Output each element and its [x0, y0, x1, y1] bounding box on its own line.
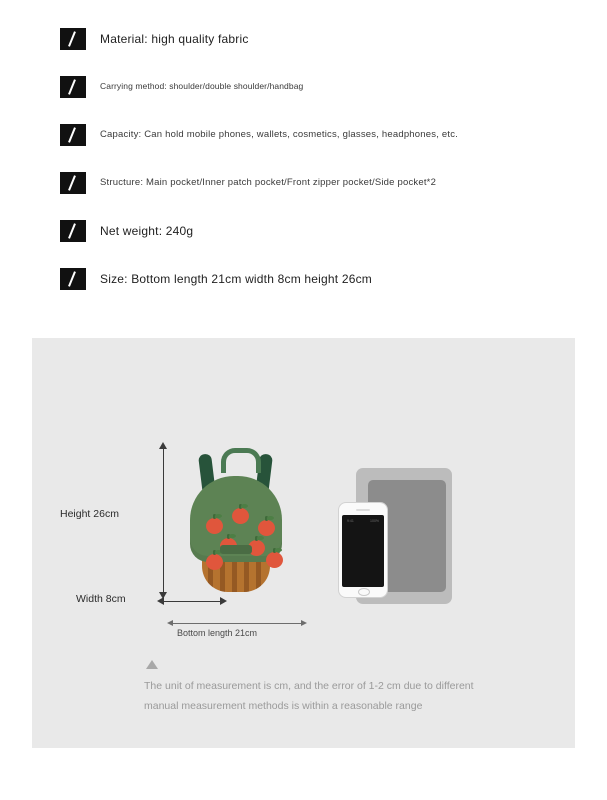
triangle-icon	[146, 660, 158, 669]
note-line-1: The unit of measurement is cm, and the error of 1-2 cm due to different	[144, 680, 474, 692]
list-item	[0, 264, 607, 294]
product-illustration	[60, 438, 332, 638]
slash-bullet-icon	[60, 172, 86, 194]
spec-size-text: Size: Bottom length 21cm width 8cm height 26cm	[100, 271, 372, 286]
note-line-2: manual measurement methods is within a reasonable range	[144, 699, 423, 712]
slash-bullet-icon	[60, 124, 86, 146]
green-flap	[190, 476, 282, 562]
phone-speaker	[356, 509, 370, 511]
backpack-illustration	[180, 448, 292, 608]
phone-time: 9:41	[347, 519, 354, 523]
apple-icon	[266, 552, 283, 568]
apple-icon	[248, 540, 265, 556]
phone-statusbar	[347, 518, 379, 524]
spec-net-weight-text: Net weight: 240g	[100, 223, 194, 238]
phone-illustration	[338, 502, 388, 598]
slash-bullet-icon	[60, 220, 86, 242]
spec-capacity-text: Capacity: Can hold mobile phones, wallets, cosmetics, glasses, headphones, etc.	[100, 129, 458, 141]
phone-home-button	[358, 588, 370, 596]
slash-bullet-icon	[60, 268, 86, 290]
phone-screen	[342, 515, 384, 587]
bottom-length-label: Bottom length 21cm	[177, 628, 258, 638]
slash-bullet-icon	[60, 28, 86, 50]
list-item	[0, 24, 607, 54]
width-label: Width 8cm	[76, 593, 126, 605]
list-item	[0, 120, 607, 150]
specification-list	[0, 0, 607, 312]
list-item	[0, 216, 607, 246]
list-item	[0, 72, 607, 102]
apple-icon	[232, 508, 249, 524]
device-scale-reference	[332, 468, 452, 613]
top-handle	[221, 448, 261, 473]
apple-icon	[258, 520, 275, 536]
spec-structure-text: Structure: Main pocket/Inner patch pocket/Front zipper pocket/Side pocket*2	[100, 177, 437, 189]
bottom-length-dimension-line	[172, 623, 302, 624]
list-item	[0, 168, 607, 198]
spec-material-text: Material: high quality fabric	[100, 31, 249, 46]
height-dimension-line	[163, 448, 164, 593]
apple-icon	[206, 554, 223, 570]
measurement-note	[128, 660, 508, 717]
apple-icon	[206, 518, 223, 534]
slash-bullet-icon	[60, 76, 86, 98]
height-label: Height 26cm	[60, 508, 119, 520]
spec-carrying-method-text: Carrying method: shoulder/double shoulder/handbag	[100, 81, 304, 92]
size-diagram-panel	[32, 338, 575, 748]
apple-icon	[220, 538, 237, 554]
phone-battery: 100%	[370, 519, 379, 523]
